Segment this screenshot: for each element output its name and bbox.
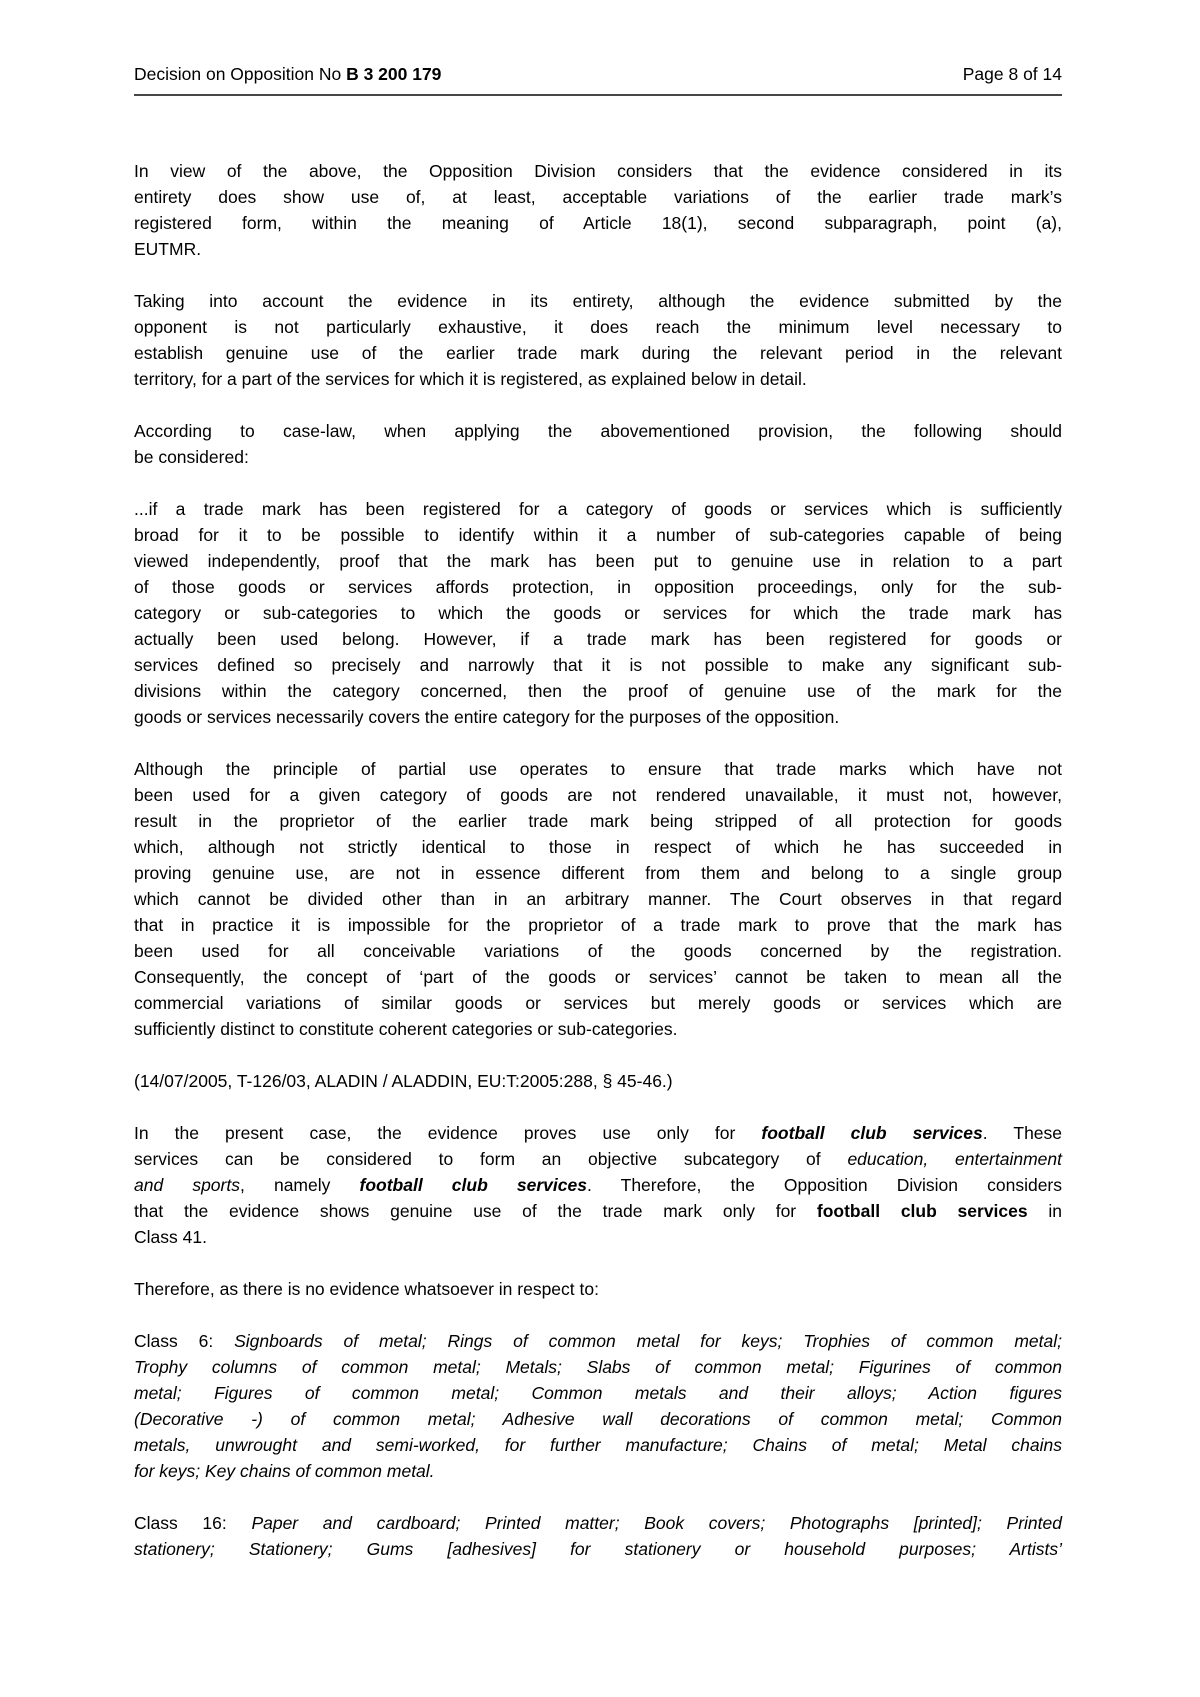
text-run: Class 41. bbox=[134, 1227, 207, 1247]
paragraph-quote-subcategories bbox=[134, 496, 1062, 730]
text-run: . Therefore, the Opposition Division considers bbox=[586, 1175, 1063, 1195]
page-margin-box bbox=[134, 0, 1062, 1588]
text-line: broad for it to be possible to identify within it a number of sub-categories capable of being bbox=[134, 525, 1062, 545]
header-title bbox=[134, 64, 441, 85]
text-run: , namely bbox=[239, 1175, 360, 1195]
text-line: divisions within the category concerned, then the proof of genuine use of the mark for the bbox=[134, 681, 1062, 701]
text-line bbox=[134, 1224, 1062, 1250]
text-run: . These bbox=[982, 1123, 1063, 1143]
paragraph-class16 bbox=[134, 1510, 1062, 1562]
text-line: establish genuine use of the earlier trade mark during the relevant period in the relevant bbox=[134, 343, 1062, 363]
emphasized-text: metals, unwrought and semi-worked, for further manufacture; Chains of metal; Metal chains bbox=[134, 1435, 1062, 1455]
text-line: In view of the above, the Opposition Division considers that the evidence considered in its bbox=[134, 161, 1062, 181]
text-line bbox=[134, 1536, 1062, 1562]
text-line: proving genuine use, are not in essence different from them and belong to a single group bbox=[134, 863, 1062, 883]
paragraph-quote-partial-use bbox=[134, 756, 1062, 1042]
paragraph-no-evidence bbox=[134, 1276, 1062, 1302]
text-line: EUTMR. bbox=[134, 239, 202, 259]
text-run: that the evidence shows genuine use of the trade mark only for bbox=[134, 1201, 817, 1221]
emphasized-text: (Decorative -) of common metal; Adhesive wall decorations of common metal; Common bbox=[134, 1409, 1062, 1429]
text-line: commercial variations of similar goods or services but merely goods or services which are bbox=[134, 993, 1062, 1013]
emphasized-text: and sports bbox=[134, 1175, 240, 1195]
text-line: Consequently, the concept of ‘part of the goods or services’ cannot be taken to mean all the bbox=[134, 967, 1062, 987]
paragraph-citation-aladin bbox=[134, 1068, 1062, 1094]
emphasized-text: Signboards of metal; Rings of common metal for keys; Trophies of common metal; bbox=[234, 1331, 1062, 1351]
text-line: which, although not strictly identical to those in respect of which he has succeeded in bbox=[134, 837, 1062, 857]
text-line bbox=[134, 1354, 1062, 1380]
emphasized-text: Trophy columns of common metal; Metals; Slabs of common metal; Figurines of common bbox=[134, 1357, 1062, 1377]
text-line bbox=[134, 1146, 1062, 1172]
text-line: sufficiently distinct to constitute coherent categories or sub-categories. bbox=[134, 1019, 678, 1039]
paragraph-class6 bbox=[134, 1328, 1062, 1484]
text-line: Taking into account the evidence in its entirety, although the evidence submitted by the bbox=[134, 291, 1062, 311]
text-line bbox=[134, 1458, 1062, 1484]
text-line: be considered: bbox=[134, 447, 249, 467]
emphasized-text: for keys; Key chains of common metal. bbox=[134, 1461, 435, 1481]
text-line bbox=[134, 1510, 1062, 1536]
text-line bbox=[134, 1406, 1062, 1432]
text-line: territory, for a part of the services for which it is registered, as explained below in detail. bbox=[134, 369, 807, 389]
emphasized-text: football club services bbox=[761, 1123, 983, 1143]
document-body bbox=[134, 96, 1062, 1562]
paragraph-variations-conclusion bbox=[134, 158, 1062, 262]
page-indicator: Page 8 of 14 bbox=[962, 64, 1062, 84]
text-line: entirety does show use of, at least, acceptable variations of the earlier trade mark’s bbox=[134, 187, 1062, 207]
text-line bbox=[134, 1380, 1062, 1406]
paragraph-case-law-intro bbox=[134, 418, 1062, 470]
text-run: Class 16: bbox=[134, 1513, 252, 1533]
text-line: that in practice it is impossible for the proprietor of a trade mark to prove that the mark has bbox=[134, 915, 1062, 935]
text-line: Although the principle of partial use operates to ensure that trade marks which have not bbox=[134, 759, 1062, 779]
text-run: services can be considered to form an objective subcategory of bbox=[134, 1149, 848, 1169]
text-line: opponent is not particularly exhaustive, it does reach the minimum level necessary to bbox=[134, 317, 1062, 337]
emphasized-text: stationery; Stationery; Gums [adhesives] for stationery or household purposes; Artists’ bbox=[134, 1539, 1062, 1559]
text-line bbox=[134, 1198, 1062, 1224]
page-header bbox=[134, 64, 1062, 96]
header-case-number: B 3 200 179 bbox=[346, 64, 442, 84]
text-line bbox=[134, 1120, 1062, 1146]
emphasized-text: football club services bbox=[359, 1175, 587, 1195]
text-line: goods or services necessarily covers the entire category for the purposes of the opposition. bbox=[134, 707, 840, 727]
text-line: been used for a given category of goods are not rendered unavailable, it must not, however, bbox=[134, 785, 1062, 805]
text-line: viewed independently, proof that the mark has been put to genuine use in relation to a part bbox=[134, 551, 1062, 571]
emphasized-text: Paper and cardboard; Printed matter; Book covers; Photographs [printed]; Printed bbox=[251, 1513, 1062, 1533]
header-title-prefix: Decision on Opposition No bbox=[134, 64, 347, 84]
emphasized-text: metal; Figures of common metal; Common metals and their alloys; Action figures bbox=[134, 1383, 1062, 1403]
paragraph-minimum-level bbox=[134, 288, 1062, 392]
text-line: which cannot be divided other than in an arbitrary manner. The Court observes in that regard bbox=[134, 889, 1062, 909]
text-run: Class 6: bbox=[134, 1331, 235, 1351]
text-line: been used for all conceivable variations of the goods concerned by the registration. bbox=[134, 941, 1062, 961]
emphasized-text: education, entertainment bbox=[847, 1149, 1062, 1169]
text-line bbox=[134, 1432, 1062, 1458]
text-line bbox=[134, 1172, 1062, 1198]
text-line: According to case-law, when applying the abovementioned provision, the following should bbox=[134, 421, 1062, 441]
text-run: in bbox=[1027, 1201, 1062, 1221]
text-line: ...if a trade mark has been registered for a category of goods or services which is sufficiently bbox=[134, 499, 1062, 519]
text-run: In the present case, the evidence proves use only for bbox=[134, 1123, 762, 1143]
text-line: services defined so precisely and narrowly that it is not possible to make any significant sub- bbox=[134, 655, 1062, 675]
text-line: of those goods or services affords protection, in opposition proceedings, only for the sub- bbox=[134, 577, 1062, 597]
text-line: Therefore, as there is no evidence whatsoever in respect to: bbox=[134, 1279, 599, 1299]
text-line: registered form, within the meaning of Article 18(1), second subparagraph, point (a), bbox=[134, 213, 1062, 233]
paragraph-present-case bbox=[134, 1120, 1062, 1250]
emphasized-text: football club services bbox=[816, 1201, 1028, 1221]
text-line: actually been used belong. However, if a trade mark has been registered for goods or bbox=[134, 629, 1062, 649]
text-line: category or sub-categories to which the goods or services for which the trade mark has bbox=[134, 603, 1062, 623]
text-line: (14/07/2005, T-126/03, ALADIN / ALADDIN, EU:T:2005:288, § 45-46.) bbox=[134, 1071, 673, 1091]
text-line bbox=[134, 1328, 1062, 1354]
text-line: result in the proprietor of the earlier trade mark being stripped of all protection for goods bbox=[134, 811, 1062, 831]
